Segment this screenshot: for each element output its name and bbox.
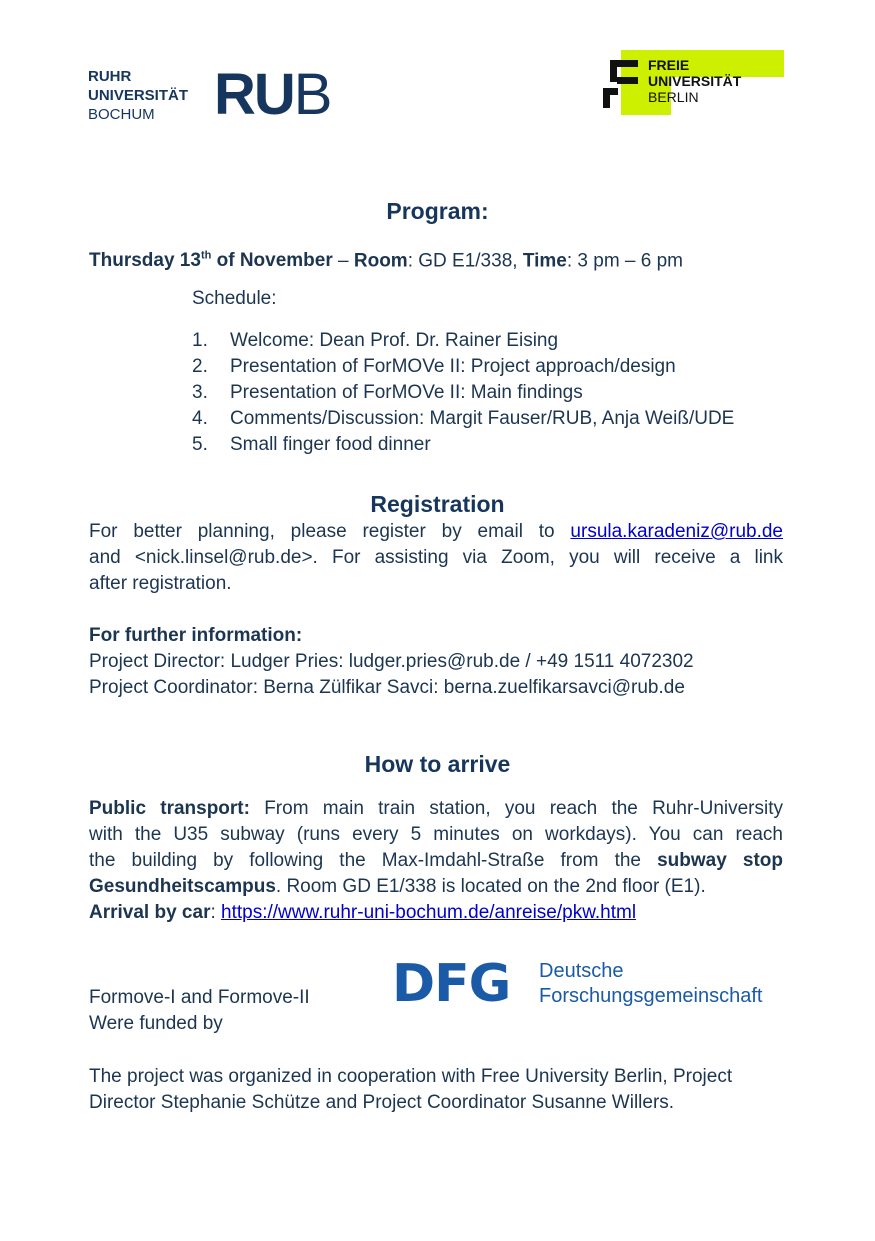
schedule-item-number: 4.: [192, 408, 208, 429]
arrive-line4-text: . Room GD E1/338 is located on the 2nd floor (E1).: [275, 876, 706, 897]
room-label: Room: [353, 250, 408, 272]
registration-line2: and <nick.linsel@rub.de>. For assisting via Zoom, you will receive a link: [89, 547, 783, 568]
fu-logo-line3: BERLIN: [648, 89, 699, 105]
event-details: [89, 243, 809, 274]
schedule-item-text: Small finger food dinner: [230, 434, 431, 455]
schedule-item-text: Presentation of ForMOVe II: Main findings: [230, 382, 583, 403]
event-date-day: Thursday 13: [89, 250, 201, 272]
station-name: Gesundheitscampus: [89, 876, 276, 897]
arrive-line1: [89, 796, 783, 822]
rub-mark-bold: RU: [214, 62, 294, 127]
car-separator: :: [210, 902, 222, 923]
registration-line1: [89, 519, 783, 545]
time-label: Time: [522, 250, 567, 272]
cooperation-line1: The project was organized in cooperation with Free University Berlin, Project: [89, 1066, 733, 1087]
registration-line1-text: For better planning, please register by email to: [89, 521, 571, 542]
fu-logo: [600, 50, 785, 115]
schedule-item: [192, 380, 812, 406]
schedule-item: [192, 354, 812, 380]
project-director: Project Director: Ludger Pries: ludger.pries@rub.de / +49 1511 4072302: [89, 651, 694, 672]
car-label: Arrival by car: [89, 902, 211, 923]
arrive-line3: [89, 848, 783, 874]
schedule-item-number: 1.: [192, 330, 208, 351]
arrive-line2: with the U35 subway (runs every 5 minutes on workdays). You can reach: [89, 824, 783, 845]
fu-logo-text: [648, 57, 741, 105]
fu-logo-line1: FREIE: [648, 57, 690, 73]
schedule-item-text: Comments/Discussion: Margit Fauser/RUB, Anja Weiß/UDE: [230, 408, 735, 429]
arrive-line3-text: the building by following the Max-Imdahl-Straße from the: [89, 850, 658, 871]
schedule-item-text: Welcome: Dean Prof. Dr. Rainer Eising: [230, 330, 559, 351]
schedule-item: [192, 432, 812, 458]
cooperation-line2: Director Stephanie Schütze and Project Coordinator Susanne Willers.: [89, 1092, 675, 1113]
schedule-item: [192, 406, 812, 432]
schedule-item-number: 5.: [192, 434, 208, 455]
funding-text: [89, 985, 310, 1037]
schedule-item-number: 2.: [192, 356, 208, 377]
project-coordinator: Project Coordinator: Berna Zülfikar Savci: berna.zuelfikarsavci@rub.de: [89, 677, 685, 698]
separator: –: [332, 250, 354, 272]
dfg-logo-mark: DFG: [392, 954, 511, 1014]
schedule-item-number: 3.: [192, 382, 208, 403]
dfg-logo-line1: Deutsche: [539, 960, 624, 982]
schedule-item: [192, 328, 812, 354]
arrival-by-car: [89, 900, 783, 926]
rub-logo-line2: UNIVERSITÄT: [88, 87, 189, 104]
cooperation-text: [89, 1064, 809, 1116]
further-info: [89, 623, 809, 701]
funding-line1: Formove-I and Formove-II: [89, 987, 310, 1008]
fu-logo-mark-part: [610, 88, 618, 95]
room-value: : GD E1/338,: [407, 250, 523, 272]
fu-logo-mark-part: [603, 88, 610, 108]
dfg-logo-text: [539, 959, 762, 1009]
arrive-line1-text: From main train station, you reach the Ruhr-University: [249, 798, 783, 819]
arrive-line4: [89, 874, 783, 900]
rub-logo-mark: [214, 62, 331, 127]
schedule-list: [192, 328, 812, 458]
rub-mark-thin: B: [293, 62, 331, 127]
fu-logo-line2: UNIVERSITÄT: [648, 73, 742, 89]
arrive-heading: How to arrive: [364, 751, 511, 777]
car-directions-link[interactable]: https://www.ruhr-uni-bochum.de/anreise/pkw.html: [221, 902, 637, 923]
arrive-text: [89, 796, 783, 926]
fu-logo-mark-part: [610, 60, 617, 82]
further-info-heading: For further information:: [89, 625, 303, 646]
rub-logo-line1: RUHR: [88, 68, 132, 85]
program-heading: Program:: [386, 198, 489, 224]
public-transport-label: Public transport:: [89, 798, 250, 819]
rub-logo: [88, 67, 188, 124]
registration-heading: Registration: [370, 491, 505, 517]
event-date: [89, 250, 333, 271]
dfg-logo-line2: Forschungsgemeinschaft: [539, 985, 763, 1007]
rub-logo-line3: BOCHUM: [88, 106, 155, 123]
event-date-sup: th: [200, 250, 212, 262]
funding-line2: Were funded by: [89, 1013, 223, 1034]
registration-line3: after registration.: [89, 573, 232, 594]
subway-stop-label: subway stop: [657, 850, 784, 871]
schedule-label: Schedule:: [192, 288, 277, 309]
registration-email-link[interactable]: ursula.karadeniz@rub.de: [570, 521, 783, 542]
time-value: : 3 pm – 6 pm: [566, 250, 684, 272]
schedule-item-text: Presentation of ForMOVe II: Project approach/design: [230, 356, 676, 377]
event-date-month: of November: [211, 250, 333, 272]
registration-text: [89, 519, 783, 597]
fu-logo-mark-part: [617, 77, 638, 84]
